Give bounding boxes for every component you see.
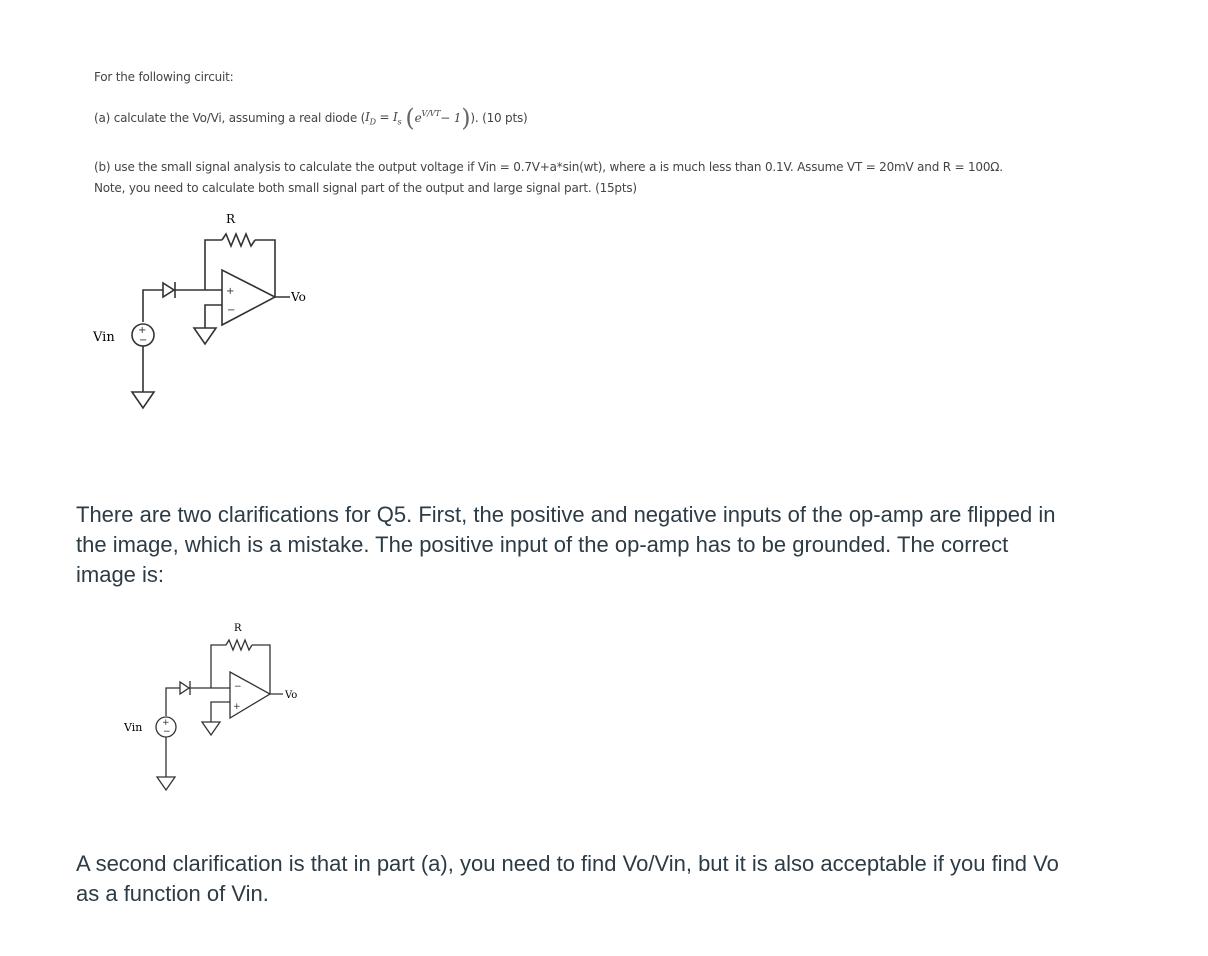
ground-symbol-source: [157, 777, 175, 790]
left-paren: (: [405, 104, 415, 132]
diode-equation: $I_D = I_s$: [365, 109, 402, 127]
ground-symbol-opamp: [202, 722, 220, 735]
input-label: Vin: [124, 721, 143, 734]
source-minus: −: [139, 335, 148, 346]
question-part-b: (b) use the small signal analysis to calculate the output voltage if Vin = 0.7V+a*sin(wt), where a is much less than 0.1V. Assume VT = 20mV and R = 100Ω. Note, you need to calculate both small signal part of the output and large signal part. (15pts): [94, 160, 1003, 195]
output-label: Vo: [285, 690, 298, 701]
opamp-minus: −: [234, 682, 242, 692]
opamp-plus: +: [233, 702, 241, 712]
minus-one: − 1: [440, 111, 462, 125]
opamp-plus: +: [226, 286, 235, 297]
question-intro: For the following circuit:: [94, 70, 234, 84]
source-plus: +: [138, 325, 147, 336]
part-a-suffix: ). (10 pts): [470, 111, 528, 125]
resistor-zigzag: [226, 640, 252, 650]
source-minus: −: [163, 727, 171, 737]
source-plus: +: [162, 718, 170, 728]
exponential-term: $e^{V/VT}$: [414, 109, 441, 125]
resistor-label: R: [226, 212, 236, 226]
output-label: Vo: [291, 290, 306, 304]
clarification-1: There are two clarifications for Q5. First, the positive and negative inputs of the op-amp are flipped in the image, which is a mistake. The positive input of the op-amp has to be grounded. The correct image is:: [76, 502, 1056, 587]
right-paren: ): [461, 104, 471, 132]
input-label: Vin: [93, 330, 115, 345]
diode-triangle: [180, 682, 189, 694]
opamp-minus: −: [227, 305, 236, 316]
part-a-prefix: (a) calculate the Vo/Vi, assuming a real diode (: [94, 111, 366, 125]
resistor-label: R: [234, 623, 242, 634]
clarification-2: A second clarification is that in part (a), you need to find Vo/Vin, but it is also acceptable if you find Vo as a function of Vin.: [76, 851, 1059, 906]
